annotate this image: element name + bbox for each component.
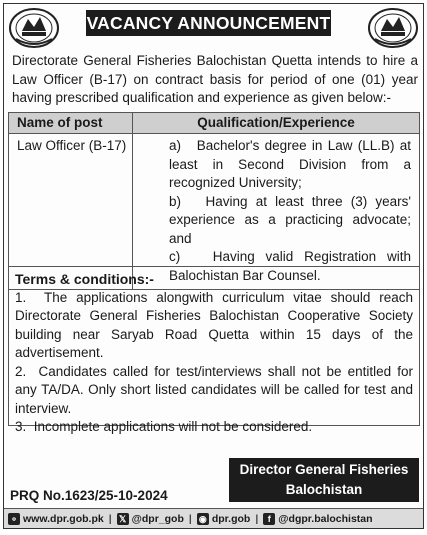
globe-icon: ⚬ [8, 513, 20, 525]
terms-section [8, 266, 420, 434]
footer-bar [4, 508, 423, 528]
government-emblem-left [8, 7, 60, 49]
advertisement-page [3, 3, 424, 529]
prq-number: PRQ No.1623/25-10-2024 [10, 488, 168, 503]
footer-divider: | [108, 512, 112, 525]
column-header-qualification: Qualification/Experience [197, 115, 355, 130]
footer-divider: | [255, 512, 259, 525]
footer-instagram[interactable]: dpr.gob [211, 512, 251, 525]
qualification-item: b) Having at least three (3) years' experience as a practicing advocate; and [169, 193, 411, 246]
footer-divider: | [188, 512, 192, 525]
post-table [8, 112, 420, 290]
footer-facebook[interactable]: @dgpr.balochistan [278, 512, 373, 525]
table-header-row [9, 113, 419, 134]
instagram-icon: ◉ [197, 513, 209, 525]
term-item: 1. The applications alongwith curriculum vitae should reach Directorate General Fisheries Balochistan Cooperative Society building near Saryab Road Quetta within 15 days of the advertisement. [15, 289, 413, 360]
term-item: 2. Candidates called for test/interviews shall not be entitled for any TA/DA. Only short listed candidates will be called for test and interview. [15, 363, 413, 416]
twitter-icon: 𝕏 [117, 513, 129, 525]
footer-twitter[interactable]: @dpr_gob [131, 512, 184, 525]
government-emblem-right [367, 7, 419, 49]
term-item: 3. Incomplete applications will not be considered. [15, 419, 313, 434]
terms-heading: Terms & conditions:- [15, 271, 154, 287]
column-header-post: Name of post [9, 113, 133, 133]
page-title: VACANCY ANNOUNCEMENT [86, 10, 331, 36]
signature-title: Director General Fisheries [239, 462, 409, 477]
qualification-item: a) Bachelor's degree in Law (LL.B) at least in Second Division from a recognized University; [169, 138, 411, 190]
signature-province: Balochistan [285, 482, 363, 497]
qualification-item: c) Having valid Registration with Balochistan Bar Counsel. [169, 249, 411, 283]
post-name-cell: Law Officer (B-17) [9, 134, 133, 289]
intro-paragraph: Directorate General Fisheries Balochistan Quetta intends to hire a Law Officer (B-17) on contract basis for period of one (01) year having prescribed qualification and experience as given below:- [12, 53, 418, 105]
signature-block [229, 458, 419, 502]
footer-website[interactable]: www.dpr.gob.pk [23, 512, 104, 525]
facebook-icon: f [263, 513, 275, 525]
